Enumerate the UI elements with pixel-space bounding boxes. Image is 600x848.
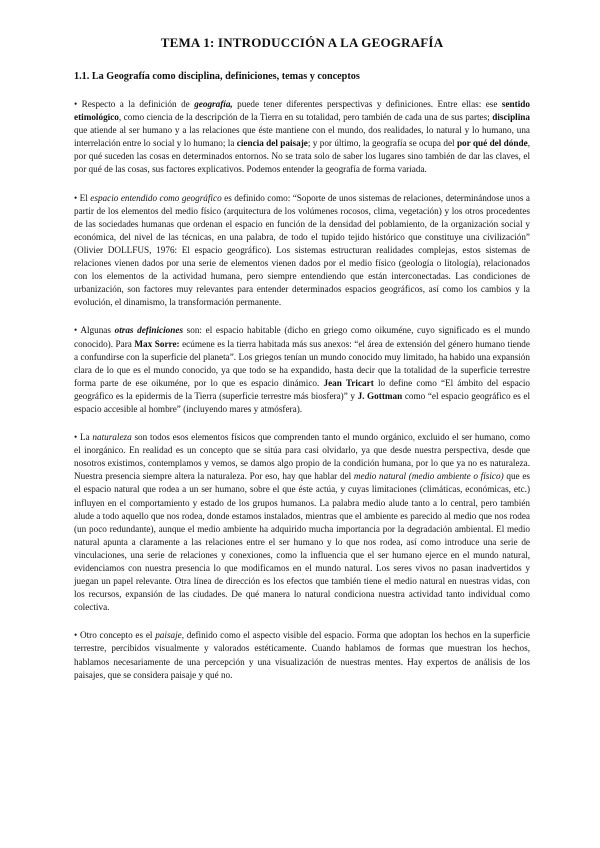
page-title: TEMA 1: INTRODUCCIÓN A LA GEOGRAFÍA	[160, 35, 444, 50]
text-run: • El	[74, 192, 91, 203]
text-run: • La	[74, 432, 93, 443]
emphasis-term: ciencia del paisaje	[236, 138, 308, 149]
text-run: , por qué suceden las cosas en determinados entornos. No se trata solo de saber los lugares sino también de dar las claves, el por qué de las cosas, sus factores explicativos. Podemos entender la geografía de forma variada.	[74, 138, 530, 175]
emphasis-term: geografía,	[194, 99, 233, 109]
emphasis-term: J. Gottman	[357, 390, 403, 401]
text-run: son: el espacio habitable (dicho en griego como oikuméne, cuyo significado es el mundo conocido). Para	[74, 325, 530, 349]
text-run: lo define como “El ámbito del espacio geográfico es la epidermis de la Tierra (superficie terrestre más biosfera)” y	[74, 377, 531, 401]
emphasis-term: disciplina	[492, 112, 530, 123]
emphasis-term: paisaje,	[155, 630, 185, 641]
text-run: ; y por último, la geografía se ocupa del	[307, 138, 457, 149]
text-run: • Otro concepto es el	[74, 630, 156, 641]
text-run: • Algunas	[74, 325, 115, 336]
paragraph-espacio	[74, 192, 530, 310]
emphasis-term: sentido etimológico	[74, 99, 530, 123]
emphasis-term: Jean Tricart	[323, 377, 374, 388]
emphasis-term: por qué del dónde	[456, 138, 528, 149]
paragraph-definiciones	[74, 324, 530, 416]
paragraph-paisaje	[74, 629, 530, 681]
text-run: ecúmene es la tierra habitada más sus anexos: “el área de extensión del género humano tiende a confundirse con la superficie del planeta”. Los griegos tenían un mundo conocido muy limitado, ha habido una expansión clara de lo que es el mundo conocido, ya que todo se ha expandido, hasta decir que la totalidad de la superficie terrestre forma parte de ese oikuméne, por lo que es espacio dinámico.	[74, 338, 530, 388]
section-heading: 1.1. La Geografía como disciplina, definiciones, temas y conceptos	[74, 71, 360, 82]
text-run: • Respecto a la definición de	[74, 99, 195, 109]
text-run: puede tener diferentes perspectivas y definiciones. Entre ellas: ese	[232, 99, 502, 109]
text-run: , como ciencia de la descripción de la Tierra en su totalidad, pero también de cada una de sus partes;	[118, 112, 493, 123]
text-run: son todos esos elementos físicos que comprenden tanto el mundo orgánico, excluido el ser humano, como el inorgánico. En realidad es un concepto que se sitúa para casi olvidarlo, ya que desde nuestra perspectiva, desde que nosotros existimos, contemplamos y vemos, se damos algo propio de la condición humana, por lo que ya no es naturaleza. Nuestra presencia siempre altera la naturaleza. Por eso, hay que hablar del	[74, 432, 530, 482]
document-page	[74, 34, 530, 682]
text-run: que atiende al ser humano y a las relaciones que éste mantiene con el mundo, dos realidades, lo natural y lo humano, una interrelación entre lo social y lo humano; la	[74, 125, 530, 149]
paragraph-naturaleza	[74, 431, 530, 614]
emphasis-term: otras definiciones	[114, 325, 184, 336]
paragraph-geografia	[74, 98, 530, 177]
emphasis-term: naturaleza	[92, 432, 132, 443]
text-run: es definido como: “Soporte de unos sistemas de relaciones, determinándose unos a partir de los elementos del medio físico (arquitectura de los volúmenes rocosos, clima, vegetación) y los otros procedentes de las sociedades humanas que ordenan el espacio en función de la densidad del poblamiento, de la organización social y económica, del nivel de las técnicas, en una palabra, de todo el tupido tejido histórico que constituye una civilización” (Olivier DOLLFUS, 1976: El espacio geográfico). Los sistemas estructuran realidades complejas, estos sistemas de relaciones vienen dados por una serie de elementos vienen dados por el medio físico (geología o litología), relacionados con los elementos de la actividad humana, pero siempre entendiendo que están interconectadas. Las condiciones de urbanización, son factores muy relevantes para entender determinados espacios geográficos, así como los cambios y la evolución, el dinamismo, la transformación permanente.	[74, 192, 530, 308]
emphasis-term: espacio entendido como geográfico	[90, 192, 222, 203]
emphasis-term: Max Sorre:	[134, 338, 180, 349]
text-run: definido como el aspecto visible del espacio. Forma que adoptan los hechos en la superficie terrestre, percibidos visualmente y valorados estéticamente. Cuando hablamos de formas que muestran los hechos, hablamos necesariamente de una percepción y una visualización de nuestras mentes. Hay expertos de análisis de los paisajes, que se considera paisaje y qué no.	[74, 630, 530, 680]
text-run: como “el espacio geográfico es el espacio accesible al hombre” (incluyendo mares y atmósfera).	[74, 390, 531, 414]
emphasis-term: medio natural (medio ambiente o físico)	[353, 471, 504, 482]
text-run: que es el espacio natural que rodea a un ser humano, sobre el que éste actúa, y cuyas limitaciones (climáticas, económicas, etc.) influyen en el comportamiento y estado de los grupos humanos. La palabra medio alude tanto a lo central, pero también alude a todo aquello que nos rodea, donde estamos instalados, mientras que el ambiente es parecido al medio que nos rodea (un poco redundante), aunque el medio ambiente ha adquirido mucha importancia por la degradación ambiental. El medio natural apunta a claramente a las relaciones entre el ser humano y lo que nos rodea, así como introduce una serie de vinculaciones, una serie de relaciones y conexiones, como la influencia que el ser humano ejerce en el mundo natural, evidenciamos con nuestra presencia lo que modificamos en el mundo natural. Los seres vivos no pasan inadvertidos y juegan un papel relevante. Otra línea de dirección es los efectos que también tiene el medio natural en nuestras vidas, con los recursos, expansión de las ciudades. De qué manera lo natural condiciona nuestra actividad tanto individual como colectiva.	[74, 471, 530, 613]
